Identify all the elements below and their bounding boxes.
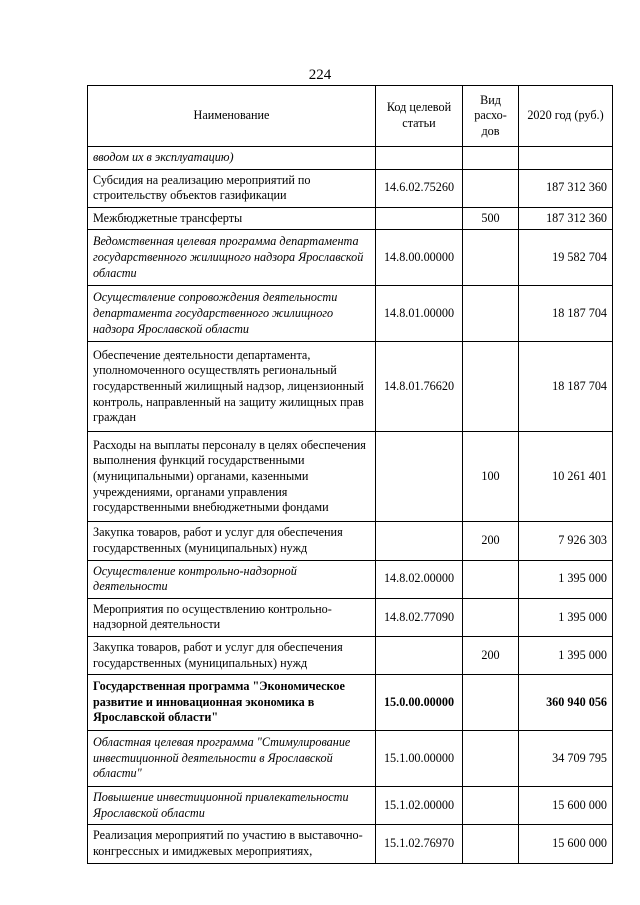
row-sum-cell: 360 940 056 [519, 675, 613, 731]
row-name-cell: Повышение инвестиционной привлекательности Ярославской области [88, 787, 376, 825]
table-row [88, 342, 613, 432]
row-type-cell [463, 731, 519, 787]
row-name-cell: Расходы на выплаты персоналу в целях обеспечения выполнения функций государственными (муниципальными) органами, казенными учреждениями, органами управления государственными внебюджетными фондами [88, 432, 376, 522]
row-name-cell: вводом их в эксплуатацию) [88, 147, 376, 170]
row-sum-cell [519, 147, 613, 170]
row-code-cell: 14.8.02.77090 [376, 598, 463, 636]
table-row [88, 207, 613, 230]
header-code: Код целевой статьи [376, 86, 463, 147]
row-type-cell [463, 598, 519, 636]
row-name-cell: Государственная программа "Экономическое развитие и инновационная экономика в Ярославской области" [88, 675, 376, 731]
row-name-cell: Межбюджетные трансферты [88, 207, 376, 230]
row-sum-cell: 1 395 000 [519, 636, 613, 674]
row-sum-cell: 1 395 000 [519, 560, 613, 598]
row-code-cell: 14.8.02.00000 [376, 560, 463, 598]
row-code-cell [376, 147, 463, 170]
row-code-cell: 14.6.02.75260 [376, 169, 463, 207]
row-type-cell [463, 560, 519, 598]
header-name: Наименование [88, 86, 376, 147]
table-row [88, 432, 613, 522]
page-number: 224 [308, 67, 332, 83]
row-code-cell: 15.1.00.00000 [376, 731, 463, 787]
row-name-cell: Обеспечение деятельности департамента, уполномоченного осуществлять региональный государственный жилищный надзор, лицензионный контроль, направленный на защиту жилищных прав граждан [88, 342, 376, 432]
row-sum-cell: 18 187 704 [519, 342, 613, 432]
row-code-cell [376, 432, 463, 522]
row-code-cell [376, 522, 463, 560]
table-row [88, 825, 613, 863]
row-type-cell [463, 169, 519, 207]
table-body [88, 147, 613, 864]
row-code-cell: 14.8.01.76620 [376, 342, 463, 432]
table-row [88, 731, 613, 787]
row-code-cell: 15.0.00.00000 [376, 675, 463, 731]
budget-table [87, 85, 613, 864]
table-row [88, 787, 613, 825]
row-sum-cell: 7 926 303 [519, 522, 613, 560]
row-sum-cell: 15 600 000 [519, 787, 613, 825]
row-name-cell: Реализация мероприятий по участию в выставочно-конгрессных и имиджевых мероприятиях, [88, 825, 376, 863]
row-name-cell: Осуществление контрольно-надзорной деятельности [88, 560, 376, 598]
row-name-cell: Ведомственная целевая программа департамента государственного жилищного надзора Ярославской области [88, 230, 376, 286]
table-header-row [88, 86, 613, 147]
table-row [88, 286, 613, 342]
row-sum-cell: 187 312 360 [519, 207, 613, 230]
row-type-cell [463, 787, 519, 825]
row-code-cell [376, 207, 463, 230]
row-type-cell [463, 286, 519, 342]
row-sum-cell: 15 600 000 [519, 825, 613, 863]
row-name-cell: Закупка товаров, работ и услуг для обеспечения государственных (муниципальных) нужд [88, 636, 376, 674]
row-type-cell: 200 [463, 522, 519, 560]
row-name-cell: Субсидия на реализацию мероприятий по строительству объектов газификации [88, 169, 376, 207]
row-name-cell: Закупка товаров, работ и услуг для обеспечения государственных (муниципальных) нужд [88, 522, 376, 560]
row-code-cell: 14.8.01.00000 [376, 286, 463, 342]
row-type-cell: 200 [463, 636, 519, 674]
table-row [88, 560, 613, 598]
row-sum-cell: 18 187 704 [519, 286, 613, 342]
row-sum-cell: 187 312 360 [519, 169, 613, 207]
row-code-cell: 15.1.02.76970 [376, 825, 463, 863]
row-type-cell [463, 675, 519, 731]
header-type: Вид расхо-дов [463, 86, 519, 147]
row-type-cell [463, 147, 519, 170]
row-type-cell: 500 [463, 207, 519, 230]
row-name-cell: Мероприятия по осуществлению контрольно-надзорной деятельности [88, 598, 376, 636]
table-row [88, 147, 613, 170]
row-type-cell [463, 230, 519, 286]
row-type-cell: 100 [463, 432, 519, 522]
table-row [88, 675, 613, 731]
table-row [88, 169, 613, 207]
row-sum-cell: 10 261 401 [519, 432, 613, 522]
row-code-cell [376, 636, 463, 674]
table-row [88, 598, 613, 636]
row-type-cell [463, 825, 519, 863]
row-name-cell: Осуществление сопровождения деятельности департамента государственного жилищного надзора Ярославской области [88, 286, 376, 342]
row-name-cell: Областная целевая программа "Стимулирование инвестиционной деятельности в Ярославской области" [88, 731, 376, 787]
header-sum: 2020 год (руб.) [519, 86, 613, 147]
row-sum-cell: 19 582 704 [519, 230, 613, 286]
row-type-cell [463, 342, 519, 432]
table-row [88, 522, 613, 560]
row-sum-cell: 1 395 000 [519, 598, 613, 636]
row-code-cell: 14.8.00.00000 [376, 230, 463, 286]
row-sum-cell: 34 709 795 [519, 731, 613, 787]
table-row [88, 230, 613, 286]
row-code-cell: 15.1.02.00000 [376, 787, 463, 825]
table-row [88, 636, 613, 674]
